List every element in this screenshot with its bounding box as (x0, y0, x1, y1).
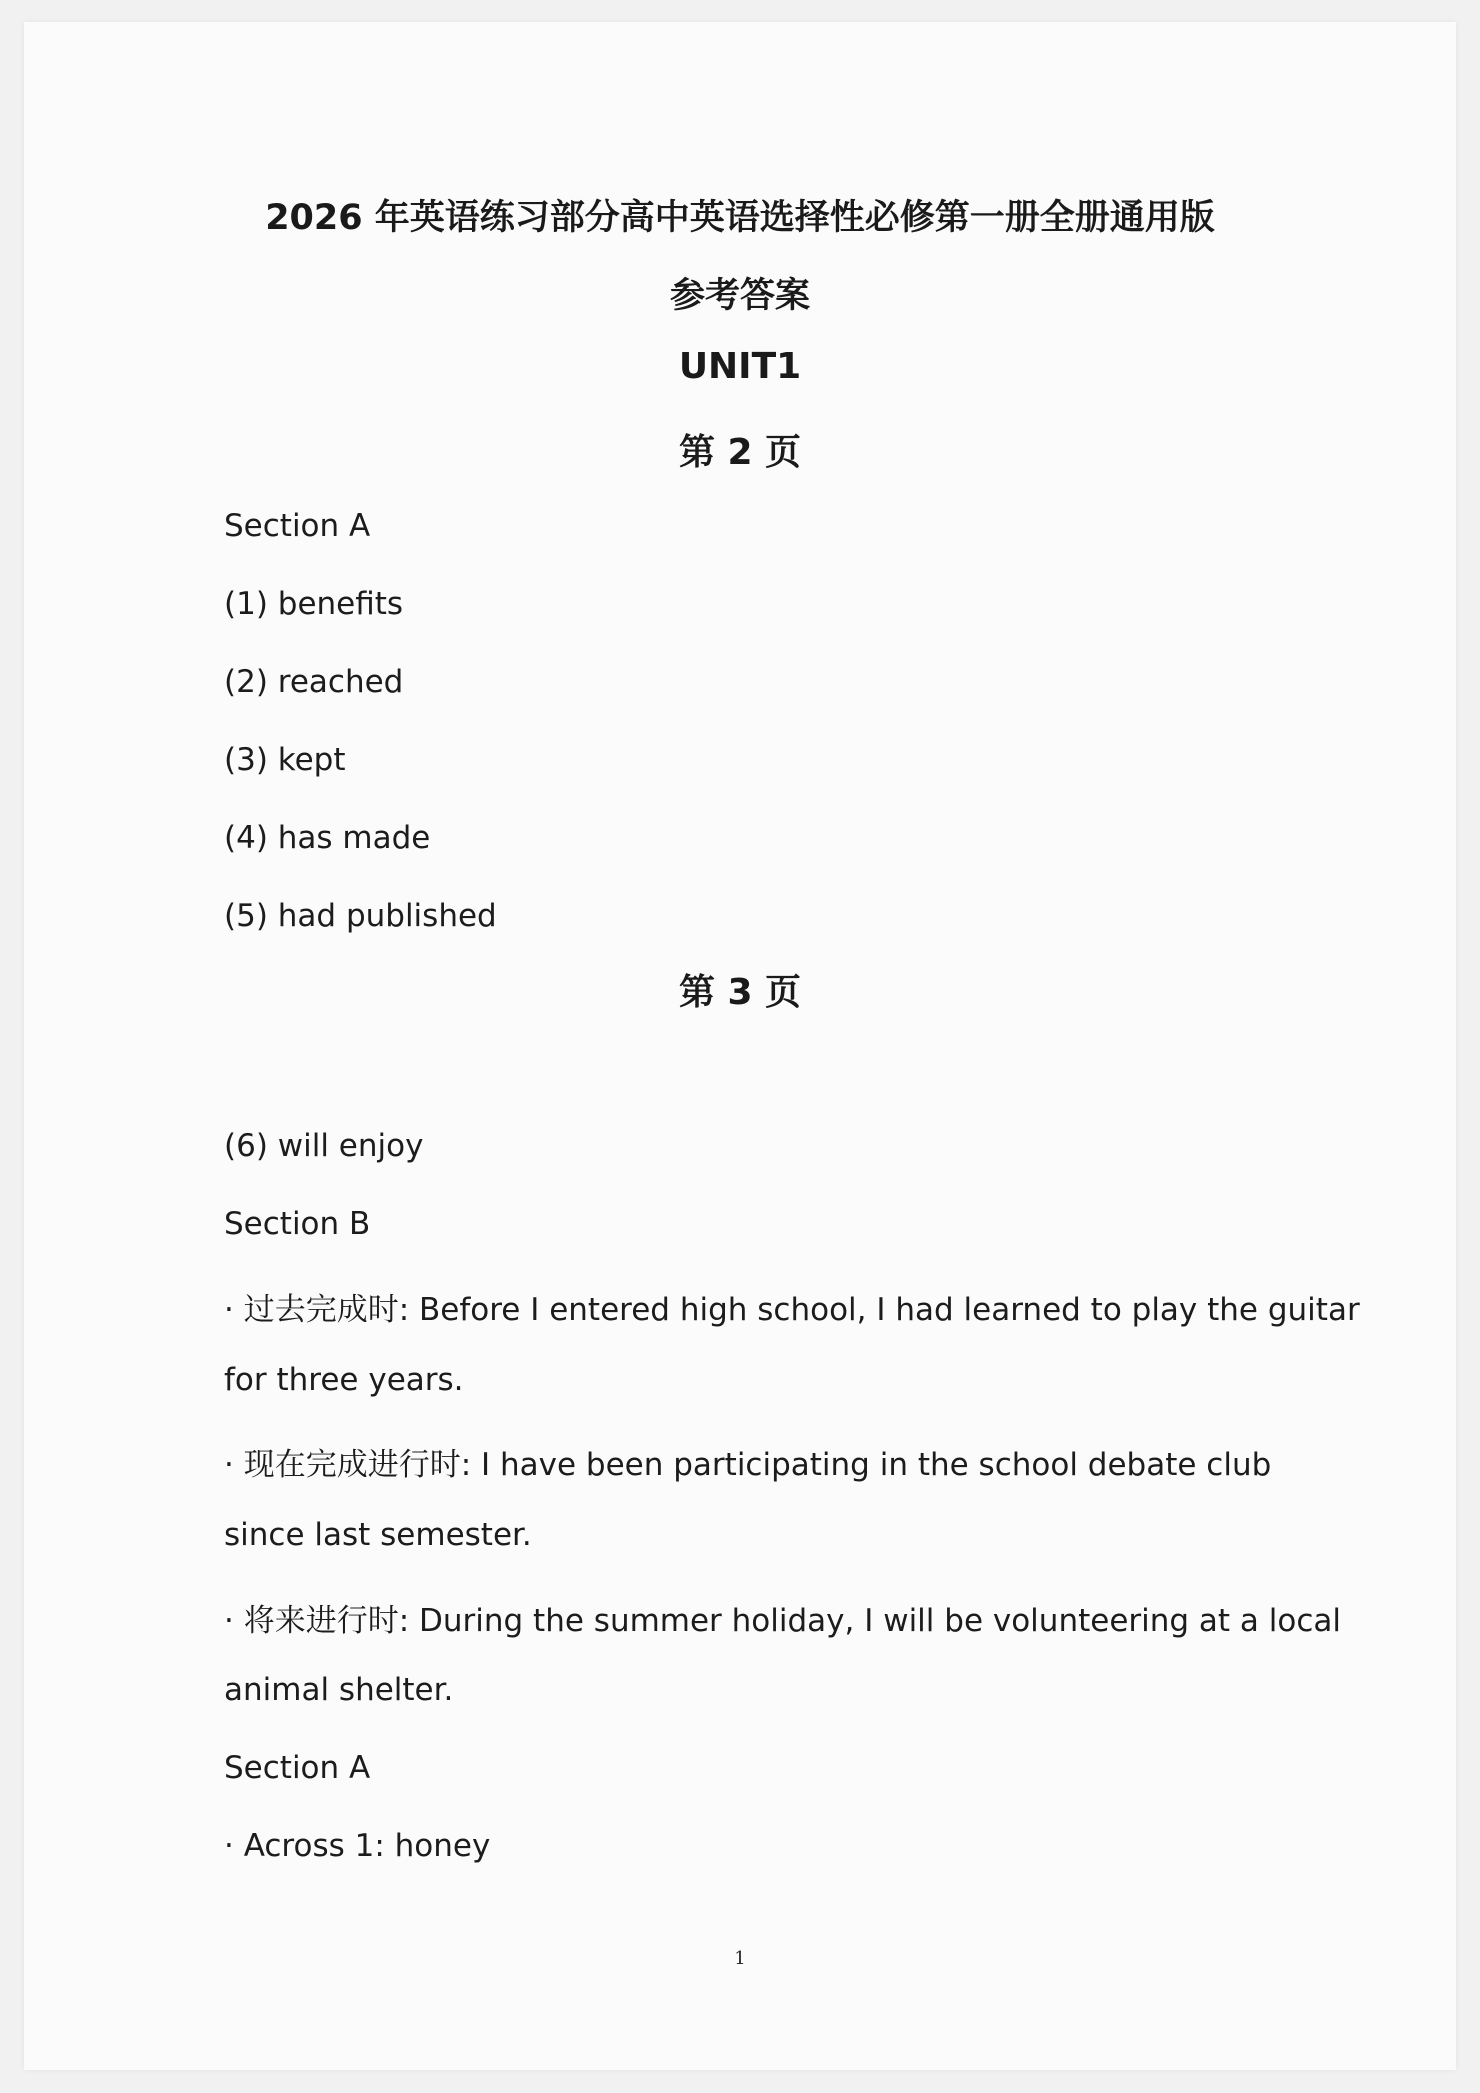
answer-line: · 将来进行时: During the summer holiday, I will be volunteering at a local (224, 1603, 1342, 1639)
document-title: 2026 年英语练习部分高中英语选择性必修第一册全册通用版 (265, 198, 1215, 238)
answer-line: (6) will enjoy (224, 1128, 424, 1164)
page-3-heading: 第 3 页 (678, 972, 802, 1013)
section-b-label: Section B (224, 1206, 371, 1242)
answer-line: · Across 1: honey (224, 1828, 491, 1864)
answer-line: · 现在完成进行时: I have been participating in the school debate club (224, 1447, 1272, 1483)
answer-line: (5) had published (224, 898, 497, 934)
unit-heading: UNIT1 (678, 346, 802, 387)
answer-line-continued: since last semester. (224, 1517, 532, 1553)
document-subtitle: 参考答案 (669, 276, 810, 316)
answer-line: (1) benefits (224, 586, 404, 622)
answer-line: (4) has made (224, 820, 431, 856)
answer-line: · 过去完成时: Before I entered high school, I had learned to play the guitar (224, 1292, 1360, 1328)
section-a-label: Section A (224, 1750, 371, 1786)
page-number: 1 (734, 1948, 746, 1969)
answer-line-continued: for three years. (224, 1362, 464, 1398)
answer-line: (2) reached (224, 664, 404, 700)
section-a-label: Section A (224, 508, 371, 544)
page-2-heading: 第 2 页 (678, 432, 802, 473)
answer-line: (3) kept (224, 742, 346, 778)
answer-line-continued: animal shelter. (224, 1672, 454, 1708)
